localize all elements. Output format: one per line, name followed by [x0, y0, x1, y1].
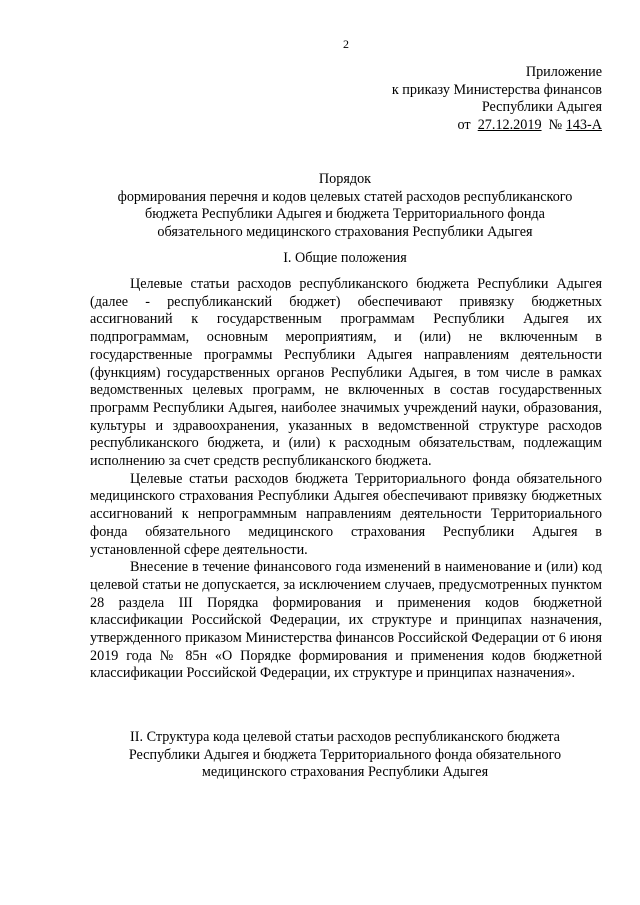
title-line-3: бюджета Республики Адыгея и бюджета Территориального фонда	[145, 206, 545, 222]
paragraph-2: Целевые статьи расходов бюджета Территориального фонда обязательного медицинского страхования Республики Адыгея обеспечивают привязку бюджетных ассигнований к непрограммным направлениям деятельности Территориального фонда обязательного медицинского страхования Республики Адыгея в установленной сфере деятельности.	[90, 470, 602, 558]
page-number: 2	[343, 37, 349, 51]
paragraph-3: Внесение в течение финансового года изменений в наименование и (или) код целевой статьи не допускается, за исключением случаев, предусмотренных пунктом 28 раздела III Порядка формирования и применения кодов бюджетной классификации Российской Федерации, их структуре и принципах назначения, утвержденного приказом Министерства финансов Российской Федерации от 6 июня 2019 года № 85н «О Порядке формирования и применения кодов бюджетной классификации Российской Федерации, их структуре и принципах назначения».	[90, 559, 602, 682]
section-2-heading-line-3: медицинского страхования Республики Адыгея	[201, 764, 489, 780]
order-prefix: от	[457, 116, 471, 133]
document-title	[90, 171, 600, 241]
title-line-1: Порядок	[318, 171, 372, 187]
order-number-label: №	[548, 116, 563, 133]
section-1-body	[90, 276, 602, 683]
order-date: 27.12.2019	[477, 116, 542, 133]
section-2-heading-line-2: Республики Адыгея и бюджета Территориального фонда обязательного	[128, 746, 562, 763]
appendix-republic: Республики Адыгея	[481, 99, 602, 115]
appendix-order-line	[392, 117, 602, 135]
paragraph-1: Целевые статьи расходов республиканского бюджета Республики Адыгея (далее - республиканский бюджет) обеспечивают привязку бюджетных ассигнований к государственным программам Республики Адыгея их подпрограммам, основным мероприятиям, и (или) не включенным в государственные программы Республики Адыгея направлениям деятельности (функциям) государственных органов Республики Адыгея, в том числе в рамках ведомственных целевых программ, не включенных в состав государственных программ Республики Адыгея, наиболее значимых учреждений науки, образования, культуры и здравоохранения, указанных в ведомственной структуре расходов республиканского бюджета, и (или) к расходным обязательствам, подлежащим исполнению за счет средств республиканского бюджета.	[90, 276, 602, 470]
appendix-block	[392, 64, 602, 134]
appendix-order-ref: к приказу Министерства финансов	[391, 81, 602, 98]
appendix-title: Приложение	[525, 64, 602, 80]
section-2-heading-line-1: II. Структура кода целевой статьи расходов республиканского бюджета	[130, 729, 560, 745]
title-line-2: формирования перечня и кодов целевых статей расходов республиканского	[117, 188, 573, 205]
section-2-heading	[90, 729, 600, 782]
title-line-4: обязательного медицинского страхования Республики Адыгея	[157, 223, 533, 240]
order-number: 143-А	[565, 116, 602, 133]
section-1-heading: I. Общие положения	[283, 250, 407, 266]
